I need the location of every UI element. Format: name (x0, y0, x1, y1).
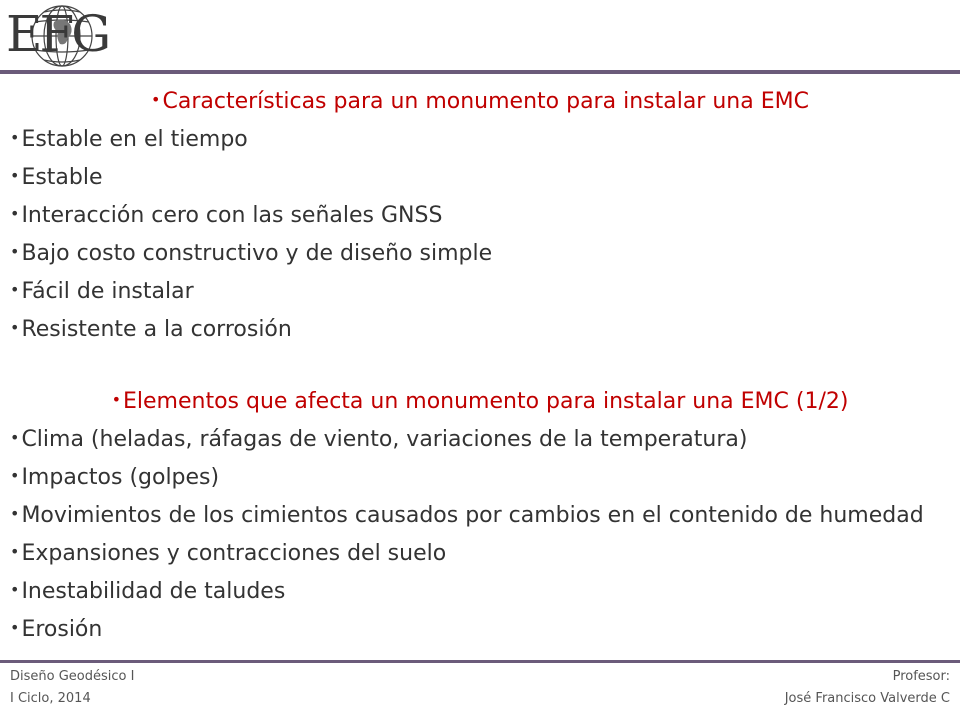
list-item-text: Clima (heladas, ráfagas de viento, variaciones de la temperatura) (21, 427, 748, 452)
list-item: •Bajo costo constructivo y de diseño simple (10, 241, 493, 266)
list-item: •Erosión (10, 617, 103, 642)
list-item: •Movimientos de los cimientos causados por cambios en el contenido de humedad (10, 503, 924, 528)
list-item-text: Fácil de instalar (21, 279, 194, 304)
list-item: •Interacción cero con las señales GNSS (10, 203, 443, 228)
bottom-divider (0, 660, 960, 663)
list-item: •Clima (heladas, ráfagas de viento, variaciones de la temperatura) (10, 427, 748, 452)
list-item-text: Movimientos de los cimientos causados por cambios en el contenido de humedad (21, 503, 924, 528)
professor-name: José Francisco Valverde C (784, 691, 950, 706)
list-item-text: Expansiones y contracciones del suelo (21, 541, 447, 566)
efg-logo (0, 0, 120, 70)
slide-content (10, 82, 950, 648)
section2-heading-text: Elementos que afecta un monumento para instalar una EMC (1/2) (123, 389, 849, 414)
section1-heading-text: Características para un monumento para instalar una EMC (162, 89, 809, 114)
list-item: •Estable (10, 165, 103, 190)
professor-label: Profesor: (892, 669, 950, 684)
list-item: •Inestabilidad de taludes (10, 579, 286, 604)
section-gap (10, 348, 950, 382)
list-item: •Fácil de instalar (10, 279, 194, 304)
course-name: Diseño Geodésico I (10, 669, 135, 684)
logo-text: EFG (6, 5, 109, 63)
footer-course (10, 666, 134, 710)
list-item-text: Estable (21, 165, 103, 190)
footer-professor (785, 666, 950, 710)
course-term: I Ciclo, 2014 (10, 691, 91, 706)
list-item-text: Resistente a la corrosión (21, 317, 292, 342)
list-item-text: Estable en el tiempo (21, 127, 248, 152)
section1-heading: •Características para un monumento para instalar una EMC (151, 89, 809, 114)
list-item: •Resistente a la corrosión (10, 317, 292, 342)
section2-heading: •Elementos que afecta un monumento para instalar una EMC (1/2) (111, 389, 849, 414)
list-item-text: Bajo costo constructivo y de diseño simple (21, 241, 493, 266)
list-item-text: Inestabilidad de taludes (21, 579, 286, 604)
list-item-text: Interacción cero con las señales GNSS (21, 203, 443, 228)
list-item: •Expansiones y contracciones del suelo (10, 541, 447, 566)
list-item: •Estable en el tiempo (10, 127, 248, 152)
top-divider (0, 70, 960, 74)
list-item-text: Impactos (golpes) (21, 465, 220, 490)
list-item-text: Erosión (21, 617, 103, 642)
list-item: •Impactos (golpes) (10, 465, 220, 490)
